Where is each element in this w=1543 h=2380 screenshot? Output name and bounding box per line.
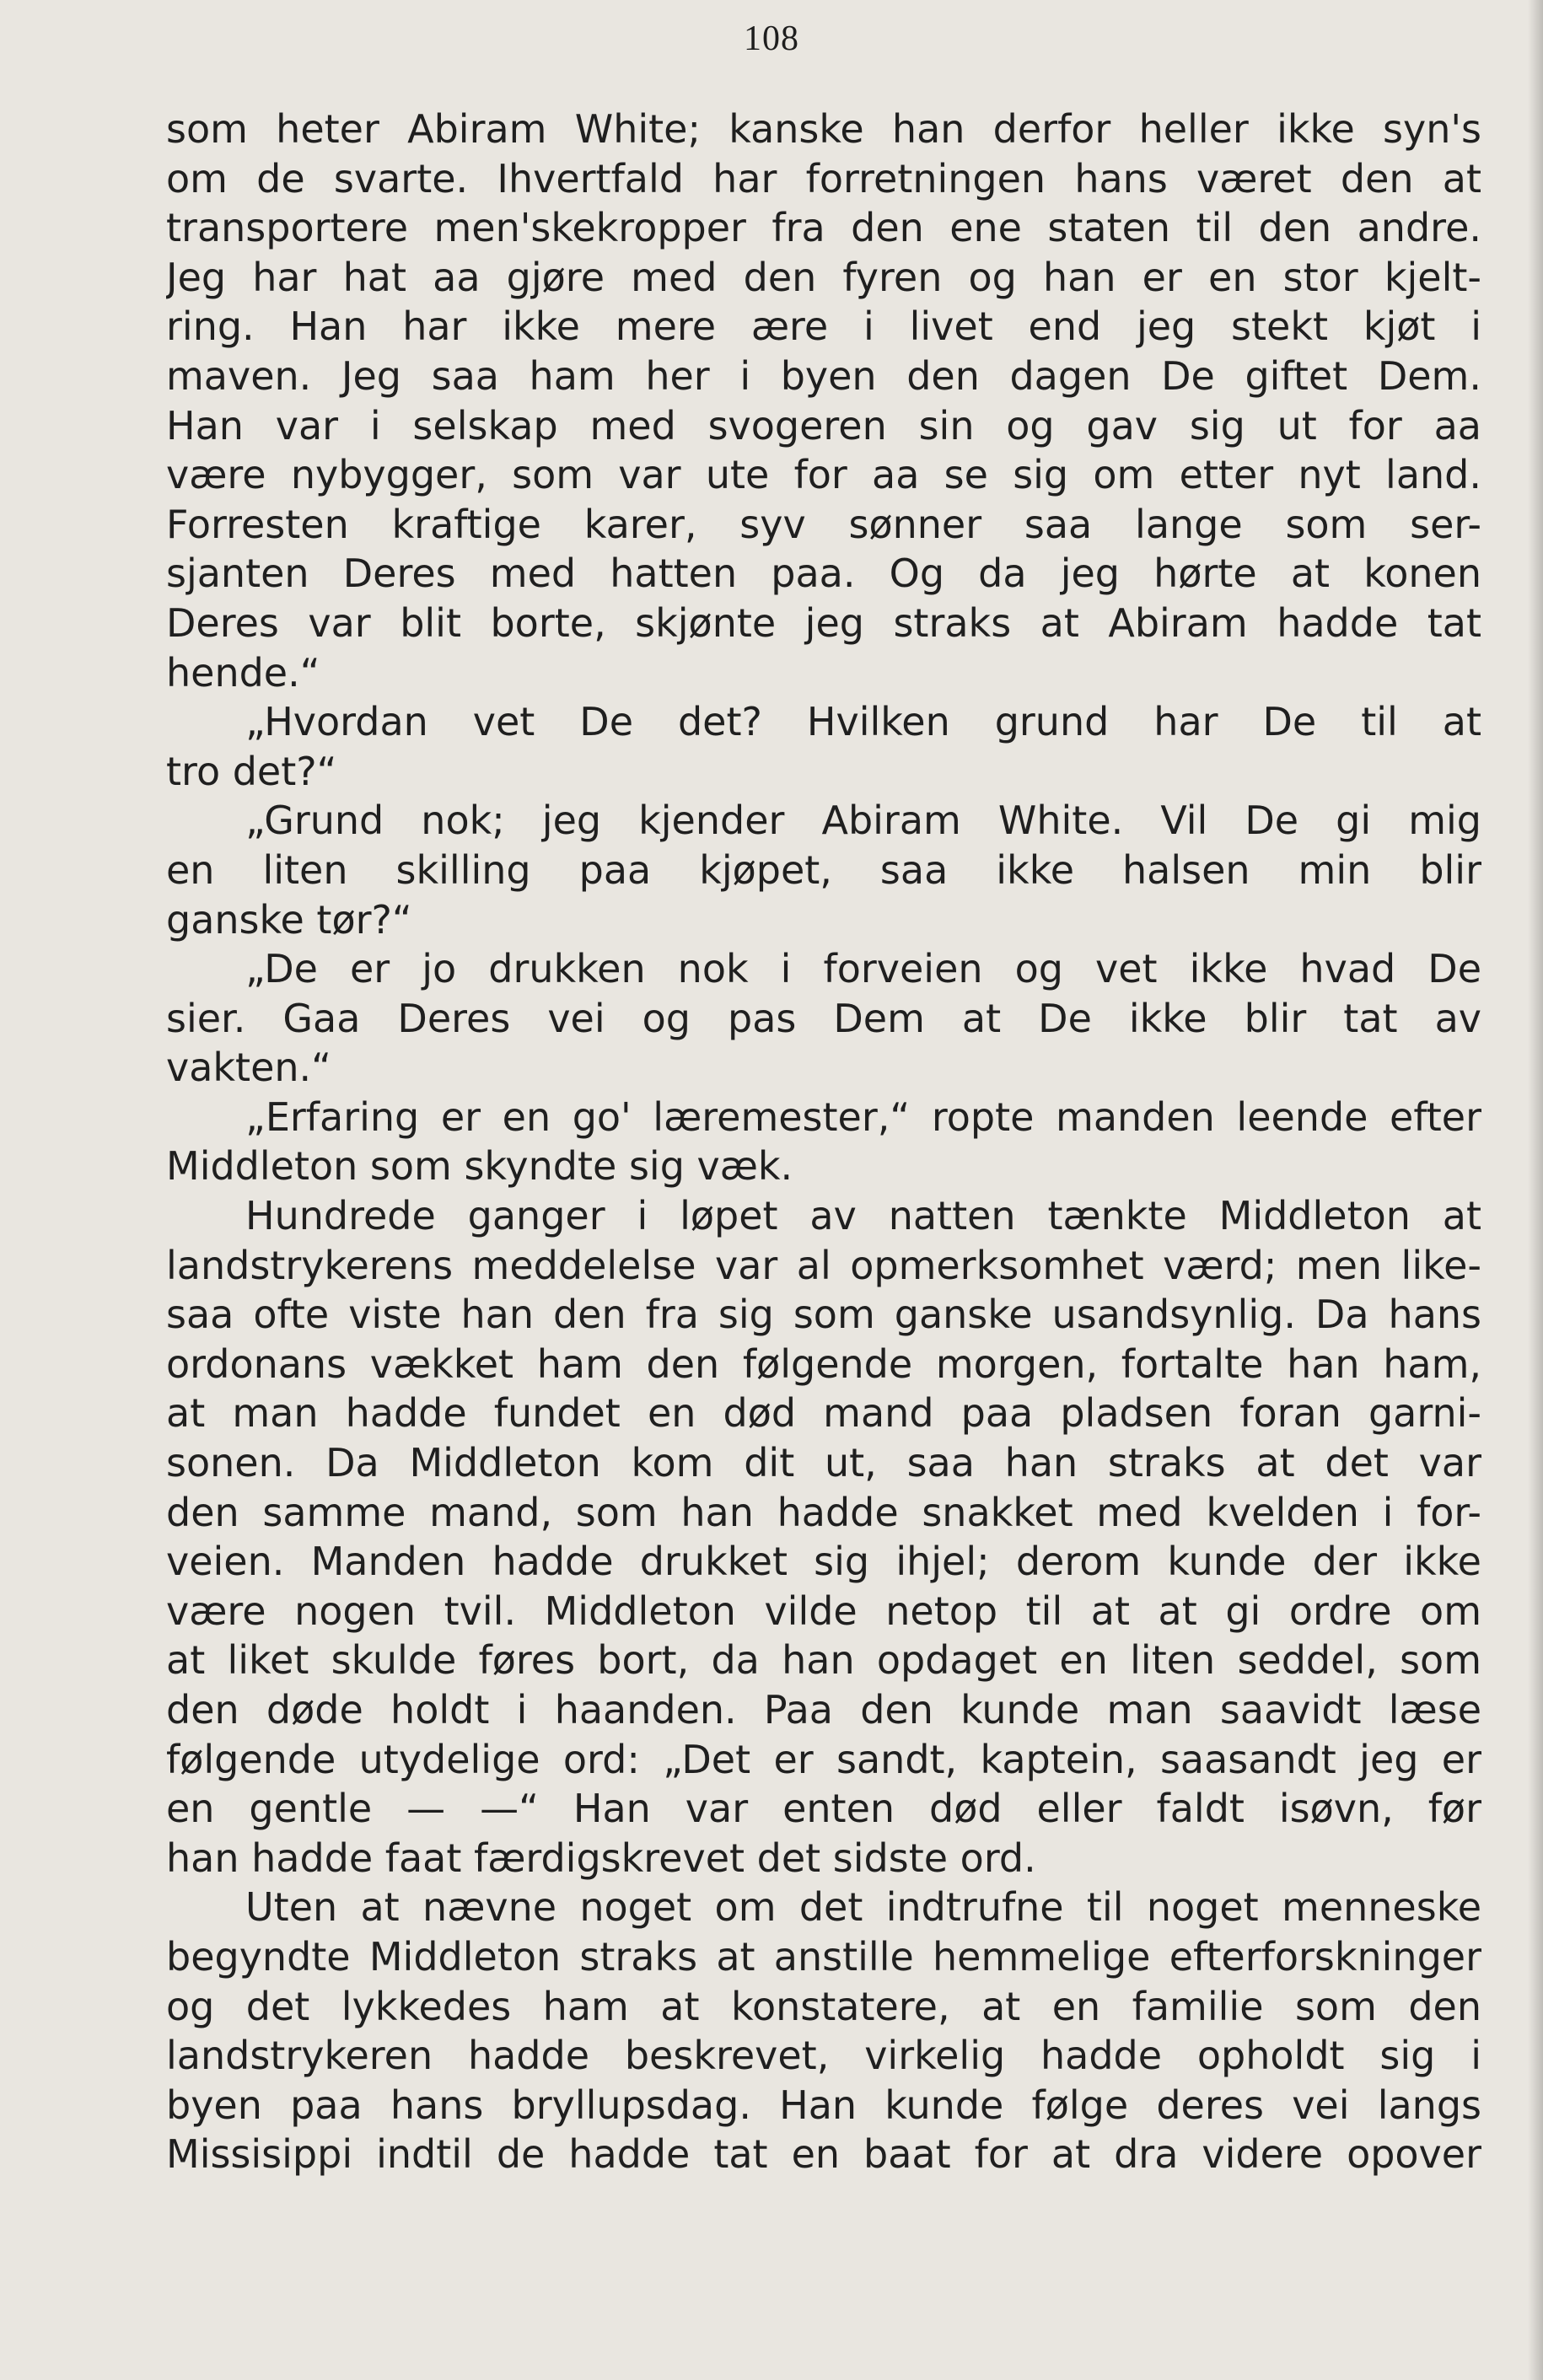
text-line: om de svarte. Ihvertfald har forretningen hans været den at (166, 155, 1481, 201)
text-line: som heter Abiram White; kanske han derfor heller ikke syn's (166, 106, 1481, 152)
text-line: vakten.“ (166, 1045, 331, 1091)
text-line: være nogen tvil. Middleton vilde netop til at at gi ordre om (166, 1588, 1481, 1634)
text-line: sonen. Da Middleton kom dit ut, saa han straks at det var (166, 1440, 1481, 1486)
text-line: Middleton som skyndte sig væk. (166, 1143, 793, 1190)
text-line: Uten at nævne noget om det indtrufne til noget menneske (245, 1884, 1481, 1931)
text-line: følgende utydelige ord: „Det er sandt, kaptein, saasandt jeg er (166, 1736, 1481, 1782)
text-line: ganske tør?“ (166, 896, 412, 943)
text-line: at man hadde fundet en død mand paa pladsen foran garni- (166, 1390, 1481, 1437)
text-line: begyndte Middleton straks at anstille hemmelige efterforskninger (166, 1933, 1481, 1980)
text-line: og det lykkedes ham at konstatere, at en familie som den (166, 1983, 1481, 2029)
text-line: Forresten kraftige karer, syv sønner saa lange som ser- (166, 501, 1481, 547)
text-line: byen paa hans bryllupsdag. Han kunde følge deres vei langs (166, 2082, 1481, 2128)
text-line: han hadde faat færdigskrevet det sidste ord. (166, 1835, 1036, 1881)
text-line: ordonans vækket ham den følgende morgen, fortalte han ham, (166, 1340, 1481, 1387)
text-line: Missisippi indtil de hadde tat en baat for at dra videre opover (166, 2131, 1481, 2178)
text-line: sier. Gaa Deres vei og pas Dem at De ikke blir tat av (166, 995, 1481, 1041)
text-line: landstrykerens meddelelse var al opmerksomhet værd; men like- (166, 1242, 1481, 1288)
text-line: „Grund nok; jeg kjender Abiram White. Vil De gi mig (245, 798, 1481, 844)
text-line: Jeg har hat aa gjøre med den fyren og han er en stor kjelt- (166, 254, 1481, 300)
text-line: „Erfaring er en go' læremester,“ ropte manden leende efter (245, 1093, 1481, 1140)
text-line: landstrykeren hadde beskrevet, virkelig hadde opholdt sig i (166, 2033, 1481, 2079)
text-line: tro det?“ (166, 748, 337, 794)
text-line: veien. Manden hadde drukket sig ihjel; derom kunde der ikke (166, 1539, 1481, 1585)
page-number: 108 (744, 19, 799, 58)
text-line: „Hvordan vet De det? Hvilken grund har De til at (245, 699, 1481, 745)
text-line: saa ofte viste han den fra sig som ganske usandsynlig. Da hans (166, 1292, 1481, 1338)
text-line: maven. Jeg saa ham her i byen den dagen De giftet Dem. (166, 352, 1481, 399)
text-line: være nybygger, som var ute for aa se sig om etter nyt land. (166, 452, 1481, 498)
text-line: sjanten Deres med hatten paa. Og da jeg hørte at konen (166, 551, 1481, 597)
body-text (166, 105, 1481, 2179)
text-line: den døde holdt i haanden. Paa den kunde man saavidt læse (166, 1687, 1481, 1733)
text-line: hende.“ (166, 649, 320, 696)
text-line: Han var i selskap med svogeren sin og gav sig ut for aa (166, 402, 1481, 449)
text-line: Deres var blit borte, skjønte jeg straks at Abiram hadde tat (166, 599, 1481, 646)
text-line: den samme mand, som han hadde snakket med kvelden i for- (166, 1489, 1481, 1535)
text-line: transportere men'skekropper fra den ene staten til den andre. (166, 205, 1481, 251)
text-line: Hundrede ganger i løpet av natten tænkte Middleton at (245, 1193, 1481, 1239)
page-edge-shadow (1528, 0, 1543, 2380)
text-line: ring. Han har ikke mere ære i livet end jeg stekt kjøt i (166, 304, 1481, 350)
text-line: en liten skilling paa kjøpet, saa ikke halsen min blir (166, 846, 1481, 893)
text-line: at liket skulde føres bort, da han opdaget en liten seddel, som (166, 1637, 1481, 1684)
text-line: en gentle — —“ Han var enten død eller faldt isøvn, før (166, 1786, 1481, 1832)
text-line: „De er jo drukken nok i forveien og vet ikke hvad De (245, 946, 1481, 992)
